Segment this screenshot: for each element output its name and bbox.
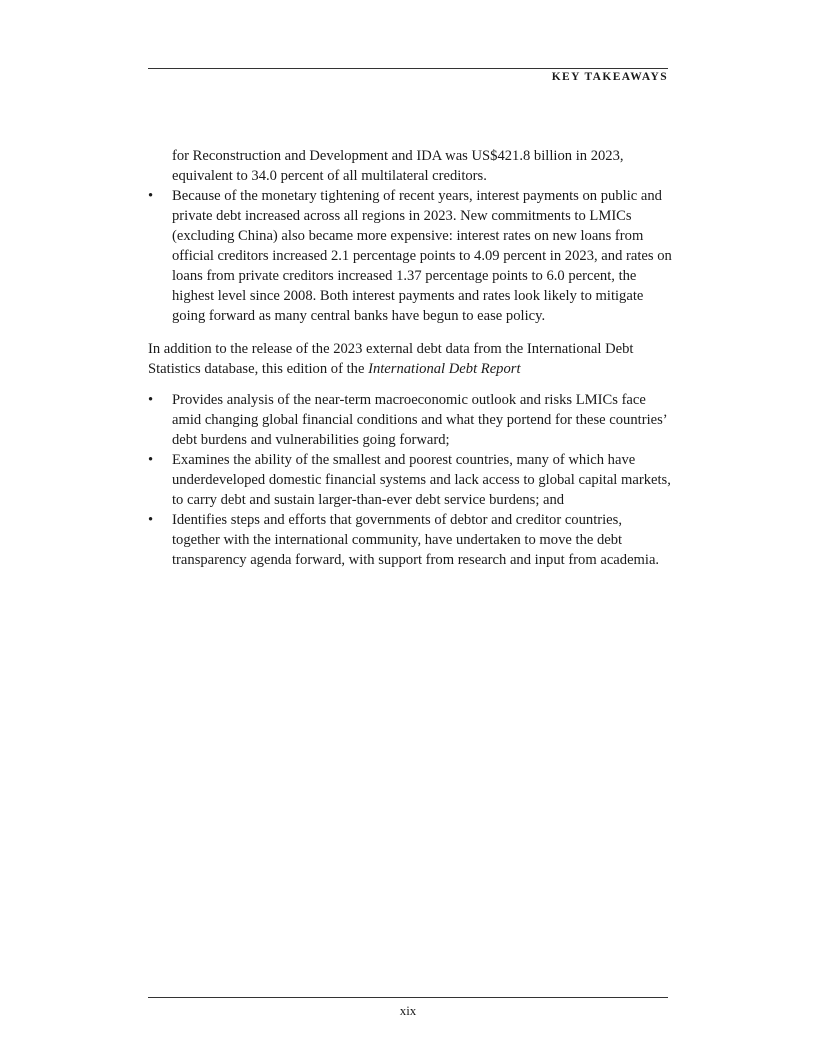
paragraph-text: In addition to the release of the 2023 external debt data from the International Debt Statistics database, this edition of the <box>148 341 634 377</box>
list-item-text: Identifies steps and efforts that governments of debtor and creditor countries, together with the international community, have undertaken to move the debt transparency agenda forward, with support from research and input from academia. <box>172 512 660 568</box>
list-item <box>148 510 672 570</box>
list-continuation: for Reconstruction and Development and IDA was US$421.8 billion in 2023, equivalent to 34.0 percent of all multilateral creditors. <box>172 148 624 184</box>
main-content <box>148 146 672 570</box>
bullet-icon: • <box>148 392 154 408</box>
list-item <box>148 450 672 510</box>
bullet-icon: • <box>148 452 154 468</box>
list-item <box>148 390 672 450</box>
bullet-icon: • <box>148 188 154 204</box>
page-number: xix <box>399 1003 417 1018</box>
list-item-text: Examines the ability of the smallest and poorest countries, many of which have underdeveloped domestic financial systems and lack access to global capital markets, to carry debt and sustain larger-than-ever debt service burdens; and <box>172 452 671 508</box>
bullet-icon: • <box>148 512 154 528</box>
first-bullet-list <box>148 186 672 326</box>
second-bullet-list <box>148 390 672 570</box>
report-title: International Debt Report <box>368 361 521 377</box>
running-head: KEY TAKEAWAYS <box>551 71 668 83</box>
footer-rule <box>148 997 668 998</box>
list-item <box>148 186 672 326</box>
list-item-text: Provides analysis of the near-term macroeconomic outlook and risks LMICs face amid changing global financial conditions and what they portend for these countries’ debt burdens and vulnerabilities going forward; <box>172 392 667 448</box>
list-item-text: Because of the monetary tightening of recent years, interest payments on public and private debt increased across all regions in 2023. New commitments to LMICs (excluding China) also became more expensive: interest rates on new loans from official creditors increased 2.1 percentage points to 4.09 percent in 2023, and rates on loans from private creditors increased 1.37 percentage points to 6.0 percent, the highest level since 2008. Both interest payments and rates look likely to mitigate going forward as many central banks have begun to ease policy. <box>172 188 672 324</box>
body-paragraph <box>148 339 672 379</box>
header-rule <box>148 68 668 69</box>
